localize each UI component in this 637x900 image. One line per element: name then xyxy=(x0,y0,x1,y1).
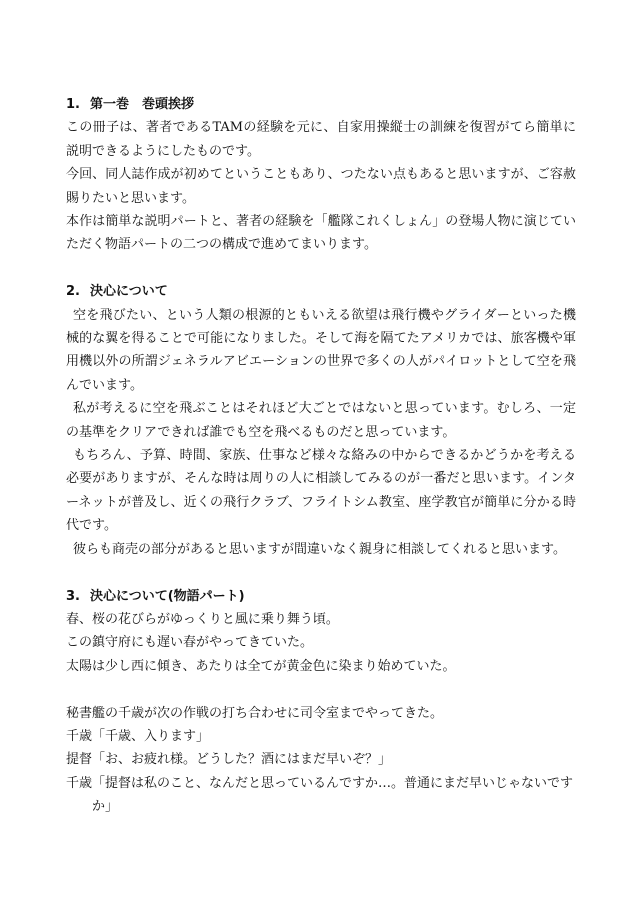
spacer xyxy=(66,257,576,280)
narration-line: 秘書艦の千歳が次の作戦の打ち合わせに司令室までやってきた。 xyxy=(66,705,444,721)
paragraph: 今回、同人誌作成が初めてということもあり、つたない点もあると思いますが、ご容赦賜りたいと思います。 xyxy=(66,167,576,206)
narration-line: 太陽は少し西に傾き、あたりは全てが黄金色に染まり始めていた。 xyxy=(66,658,456,674)
section-number: 1. xyxy=(66,97,80,112)
section-1-heading xyxy=(66,93,576,116)
section-title: 決心について(物語パート) xyxy=(90,588,245,604)
spacer xyxy=(66,678,576,701)
paragraph: 私が考えるに空を飛ぶことはそれほど大ごとではないと思っています。むしろ、一定の基準をクリアできれば誰でも空を飛べるものだと思っています。 xyxy=(66,401,576,440)
paragraph: 本作は簡単な説明パートと、著者の経験を「艦隊これくしょん」の登場人物に演じていただく物語パートの二つの構成で進めてまいります。 xyxy=(66,214,576,253)
dialogue-line: 千歳「千歳、入ります」 xyxy=(66,728,210,744)
section-number: 2. xyxy=(66,284,80,300)
dialogue-line: 提督「お、お疲れ様。どうした？酒にはまだ早いぞ？」 xyxy=(66,752,392,768)
paragraph: 空を飛びたい、という人類の根源的ともいえる欲望は飛行機やグライダーといった機械的な翼を得ることで可能になりました。そして海を隔てたアメリカでは、旅客機や軍用機以外の所謂ジェネラルアビエーションの世界で多くの人がパイロットとして空を飛んでいます。 xyxy=(66,307,576,393)
section-number: 3. xyxy=(66,588,80,604)
paragraph: もちろん、予算、時間、家族、仕事など様々な絡みの中からできるかどうかを考える必要がありますが、そんな時は周りの人に相談してみるのが一番だと思います。インターネットが普及し、近くの飛行クラブ、フライトシム教室、座学教官が簡単に分かる時代です。 xyxy=(66,448,576,534)
paragraph: 彼らも商売の部分があると思いますが間違いなく親身に相談してくれると思います。 xyxy=(73,541,566,557)
spacer xyxy=(66,561,576,584)
section-title: 決心について xyxy=(90,284,168,300)
narration-line: 春、桜の花びらがゆっくりと風に乗り舞う頃。 xyxy=(66,611,339,627)
document-body xyxy=(66,93,576,819)
section-2-heading xyxy=(66,280,576,303)
section-3-heading xyxy=(66,585,576,608)
paragraph: この冊子は、著者であるTAMの経験を元に、自家用操縦士の訓練を復習がてら簡単に説明できるようにしたものです。 xyxy=(66,120,576,159)
dialogue-line: 千歳「提督は私のこと、なんだと思っているんですか…。普通にまだ早いじゃないですか」 xyxy=(66,775,574,815)
section-title: 第一巻 巻頭挨拶 xyxy=(90,97,195,112)
narration-line: この鎮守府にも遅い春がやってきていた。 xyxy=(66,635,314,651)
